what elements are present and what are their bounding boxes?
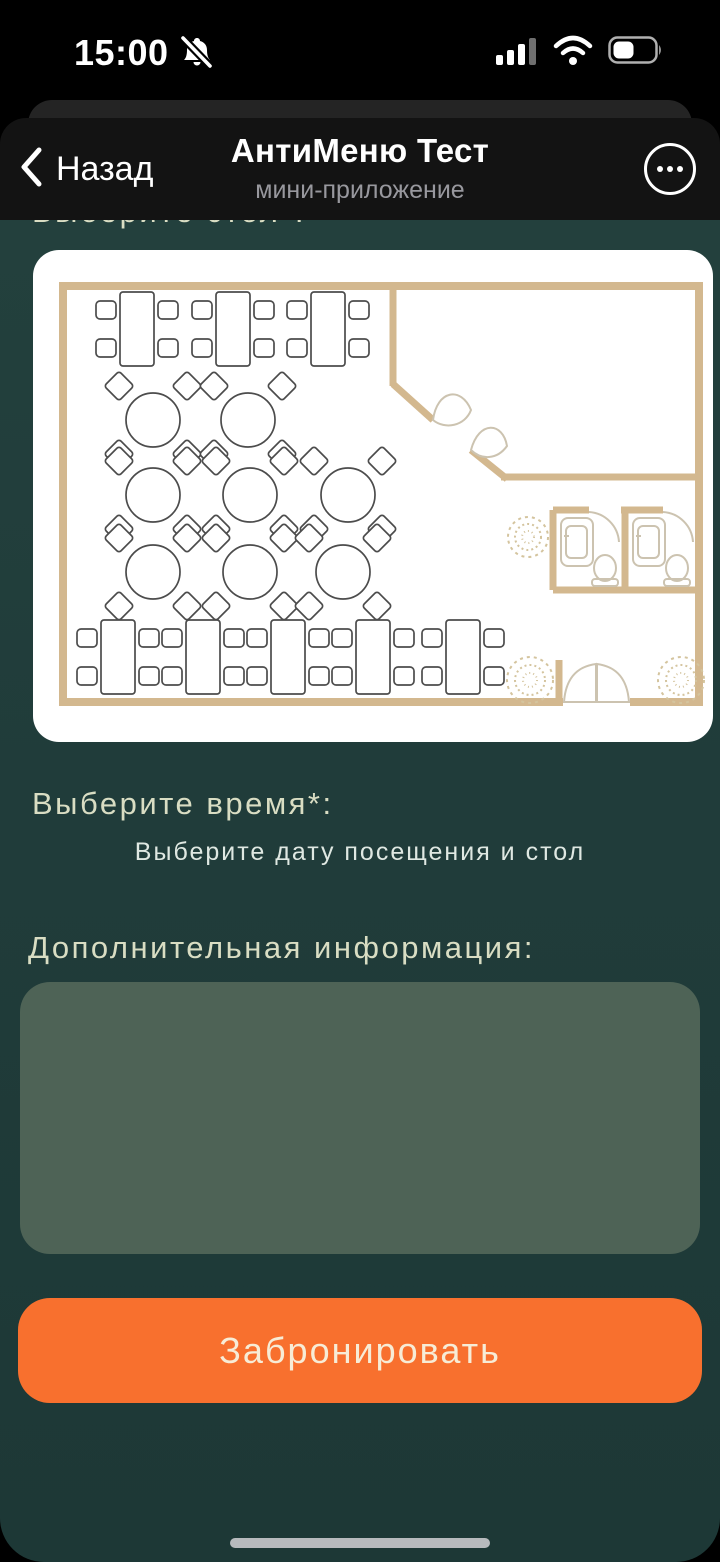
rect-table[interactable] bbox=[162, 620, 244, 694]
round-table[interactable] bbox=[294, 523, 392, 621]
rect-table[interactable] bbox=[422, 620, 504, 694]
book-button[interactable]: Забронировать bbox=[18, 1298, 702, 1403]
cellular-signal-icon bbox=[496, 34, 538, 71]
bell-slash-icon bbox=[178, 34, 216, 77]
time-hint: Выберите дату посещения и стол bbox=[134, 838, 586, 866]
app-subtitle: мини-приложение bbox=[255, 176, 465, 204]
rect-table[interactable] bbox=[287, 292, 369, 366]
entrance-doors bbox=[559, 660, 629, 702]
battery-icon bbox=[608, 36, 664, 69]
ellipsis-menu-icon[interactable] bbox=[644, 143, 696, 195]
private-room-walls bbox=[393, 282, 699, 479]
round-table[interactable] bbox=[201, 523, 299, 621]
round-table[interactable] bbox=[104, 523, 202, 621]
rect-table[interactable] bbox=[247, 620, 329, 694]
status-bar bbox=[0, 0, 720, 95]
additional-info-textarea[interactable] bbox=[20, 982, 700, 1254]
plant bbox=[507, 657, 553, 703]
toilet bbox=[592, 555, 618, 586]
plant bbox=[508, 517, 548, 557]
door-leaf bbox=[433, 394, 471, 425]
tables-layer bbox=[77, 292, 504, 694]
door-leaf bbox=[471, 428, 507, 457]
rect-table[interactable] bbox=[77, 620, 159, 694]
home-indicator[interactable] bbox=[230, 1538, 490, 1548]
washbasin bbox=[561, 518, 593, 566]
additional-info-label: Дополнительная информация: bbox=[28, 930, 535, 965]
nav-header bbox=[0, 118, 720, 220]
clock: 15:00 bbox=[74, 32, 169, 73]
select-time-label: Выберите время*: bbox=[32, 786, 334, 821]
rect-table[interactable] bbox=[332, 620, 414, 694]
rect-table[interactable] bbox=[192, 292, 274, 366]
toilet bbox=[664, 555, 690, 586]
wifi-icon bbox=[552, 34, 594, 71]
washbasin bbox=[633, 518, 665, 566]
rect-table[interactable] bbox=[96, 292, 178, 366]
floorplan-card bbox=[33, 250, 713, 742]
back-label: Назад bbox=[56, 149, 154, 188]
floorplan[interactable] bbox=[33, 250, 713, 742]
stall-door-arc bbox=[663, 512, 693, 542]
restrooms bbox=[553, 510, 699, 590]
app-title: АнтиМеню Тест bbox=[230, 132, 490, 169]
